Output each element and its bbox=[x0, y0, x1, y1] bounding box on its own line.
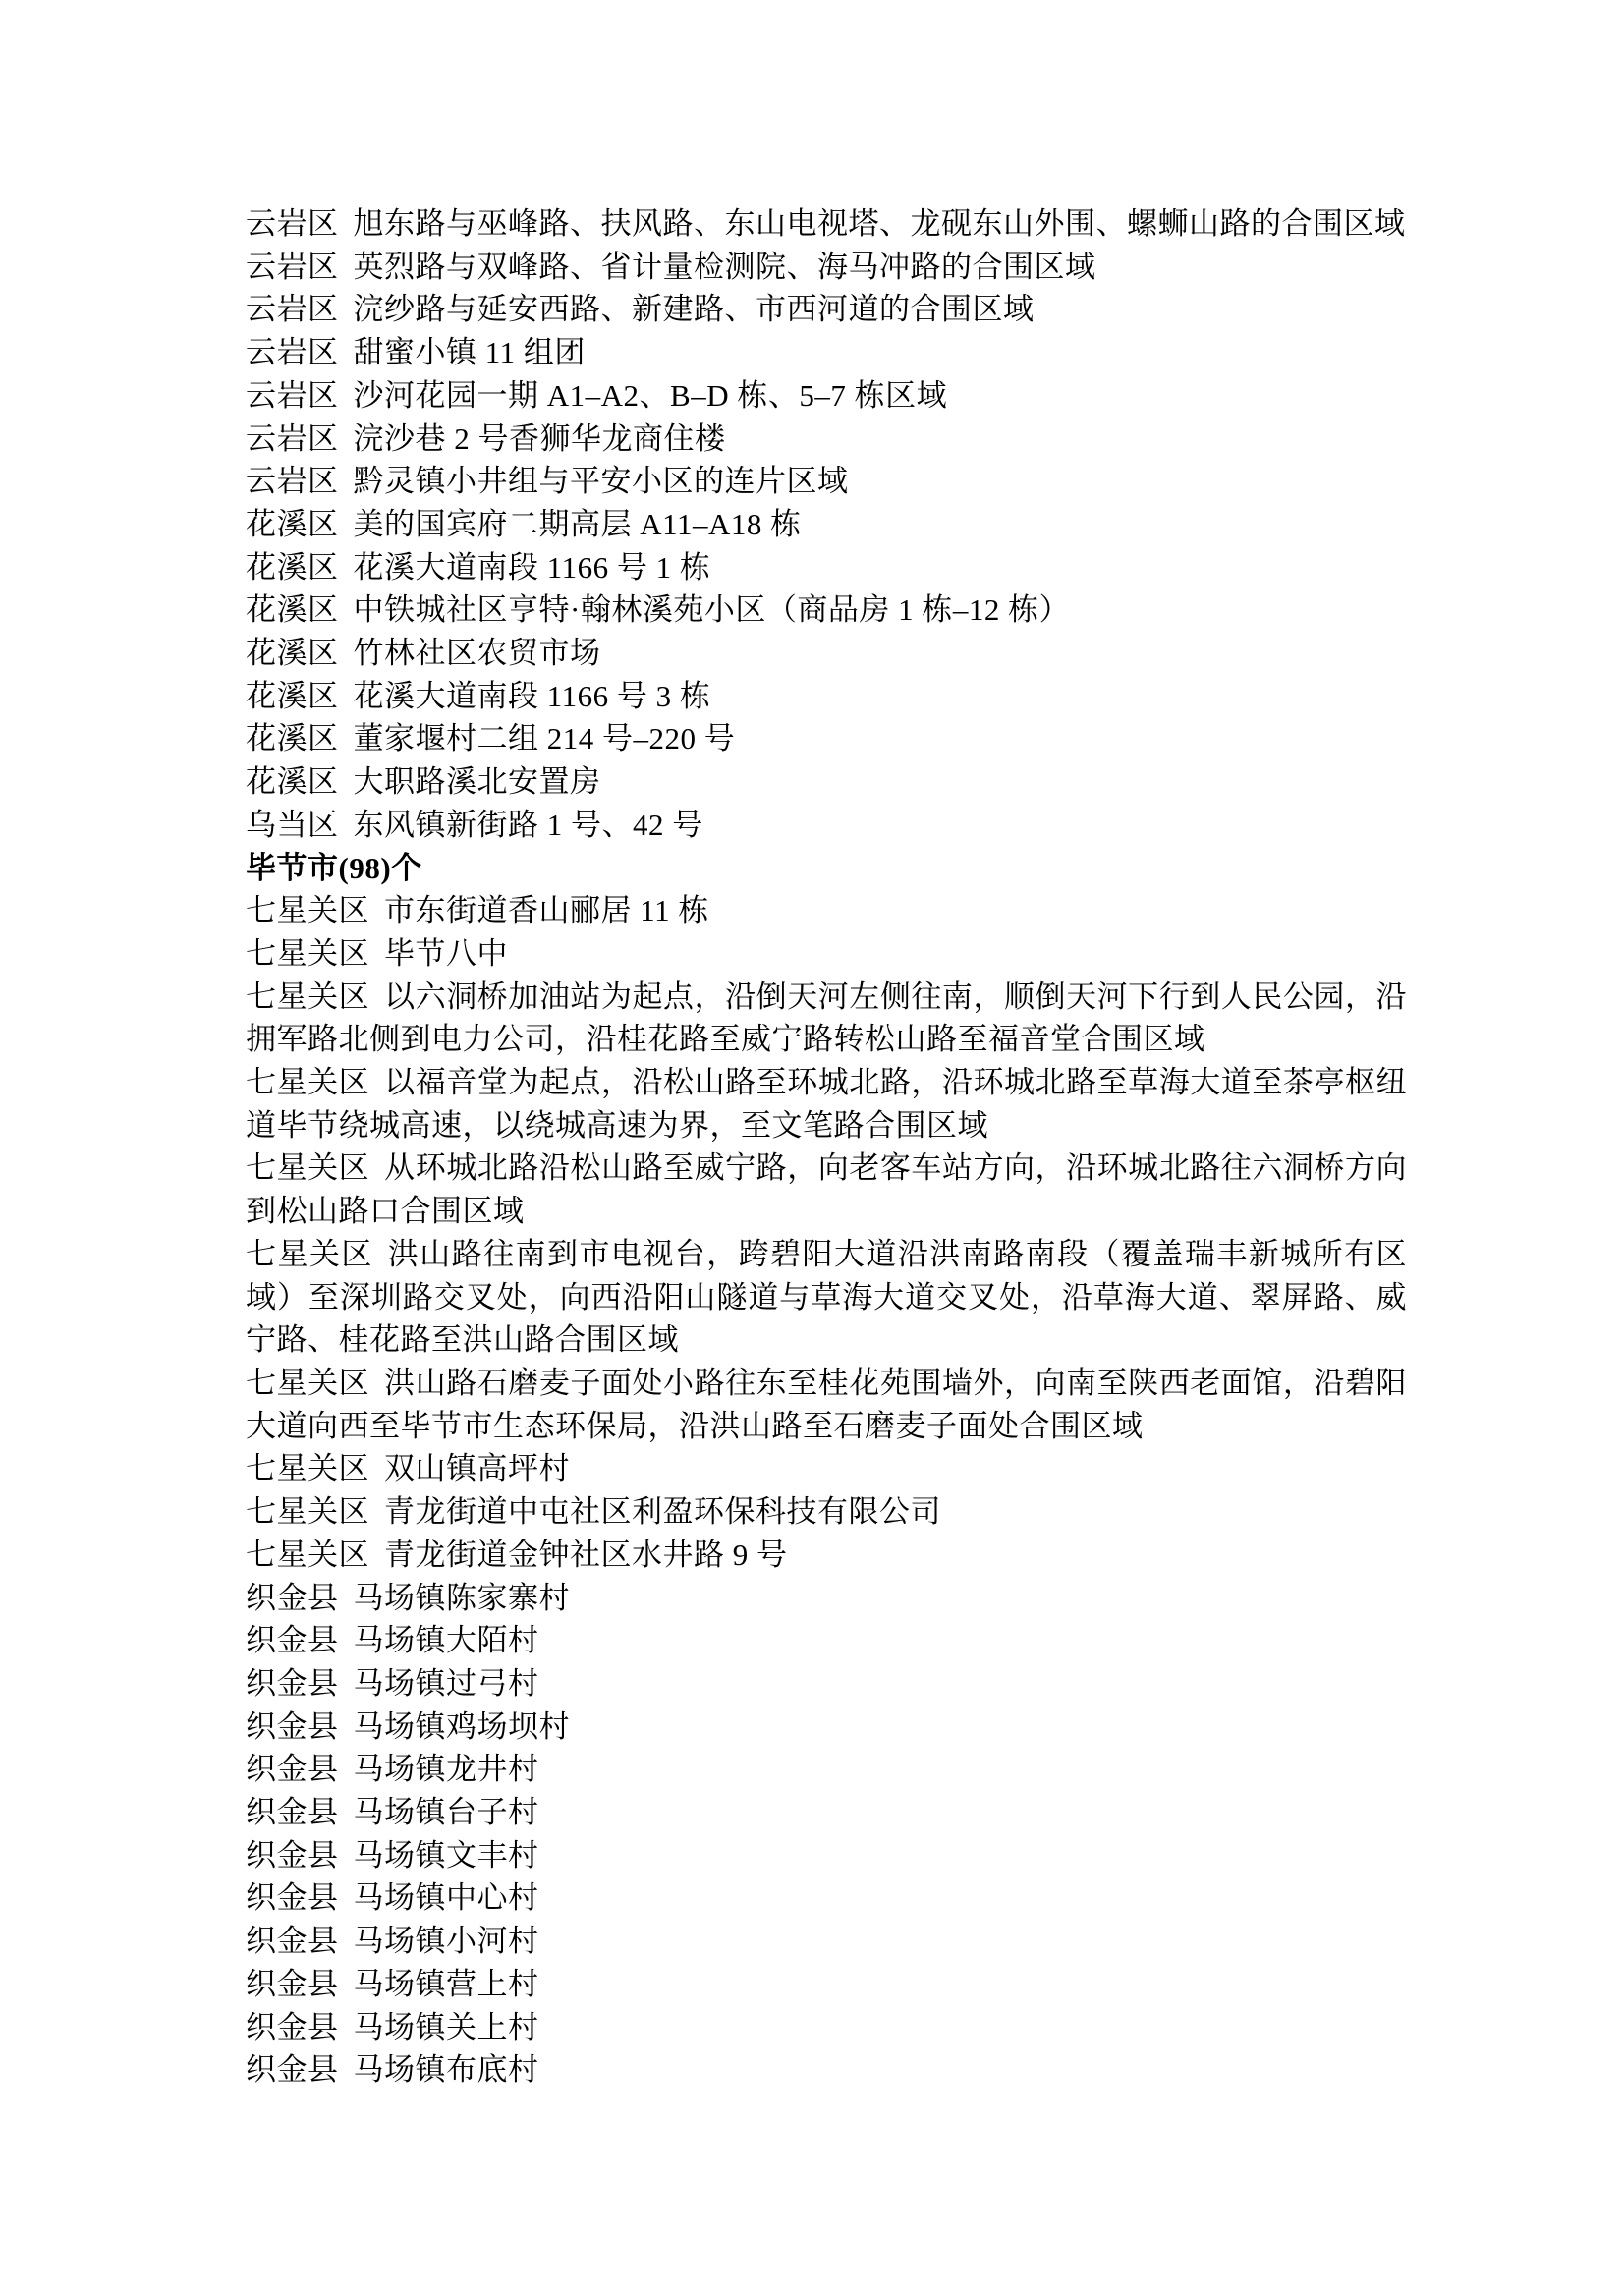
list-entry bbox=[246, 1233, 1407, 1362]
entry-text: 马场镇小河村 bbox=[353, 1924, 539, 1959]
list-entry bbox=[246, 1147, 1407, 1232]
district-label: 织金县 bbox=[246, 1623, 339, 1658]
list-entry bbox=[246, 2006, 1407, 2049]
list-entry bbox=[246, 1920, 1407, 1963]
district-label: 织金县 bbox=[246, 1752, 339, 1787]
district-label: 织金县 bbox=[246, 1665, 339, 1701]
entry-text: 以六洞桥加油站为起点，沿倒天河左侧往南，顺倒天河下行到人民公园，沿拥军路北侧到电力公司，沿桂花路至威宁路转松山路至福音堂合围区域 bbox=[246, 979, 1408, 1057]
list-entry bbox=[246, 1447, 1407, 1490]
district-label: 织金县 bbox=[246, 1580, 339, 1615]
district-label: 七星关区 bbox=[246, 935, 369, 971]
district-label: 七星关区 bbox=[246, 1236, 373, 1271]
entry-text: 浣纱路与延安西路、新建路、市西河道的合围区域 bbox=[353, 292, 1035, 327]
list-entry bbox=[246, 1748, 1407, 1791]
entry-text: 洪山路往南到市电视台，跨碧阳大道沿洪南路南段（覆盖瑞丰新城所有区域）至深圳路交叉处，向西沿阳山隧道与草海大道交叉处，沿草海大道、翠屏路、威宁路、桂花路至洪山路合围区域 bbox=[246, 1236, 1408, 1358]
district-label: 花溪区 bbox=[246, 678, 339, 713]
district-label: 云岩区 bbox=[246, 206, 339, 241]
district-label: 七星关区 bbox=[246, 1537, 369, 1572]
district-label: 花溪区 bbox=[246, 549, 339, 585]
list-entry bbox=[246, 202, 1407, 246]
entry-text: 马场镇鸡场坝村 bbox=[353, 1708, 570, 1744]
entry-text: 马场镇营上村 bbox=[353, 1966, 539, 2001]
entry-text: 马场镇关上村 bbox=[353, 2009, 539, 2044]
entry-text: 竹林社区农贸市场 bbox=[353, 636, 601, 671]
entry-text: 甜蜜小镇 11 组团 bbox=[353, 335, 586, 370]
district-label: 云岩区 bbox=[246, 464, 339, 499]
entry-text: 英烈路与双峰路、省计量检测院、海马冲路的合围区域 bbox=[353, 249, 1096, 284]
list-entry bbox=[246, 1834, 1407, 1877]
entry-text: 洪山路石磨麦子面处小路往东至桂花苑围墙外，向南至陕西老面馆，沿碧阳大道向西至毕节市生态环保局，沿洪山路至石磨麦子面处合围区域 bbox=[246, 1365, 1408, 1443]
district-label: 花溪区 bbox=[246, 506, 339, 541]
list-entry bbox=[246, 331, 1407, 374]
list-entry bbox=[246, 1061, 1407, 1147]
list-entry bbox=[246, 246, 1407, 289]
entry-text: 旭东路与巫峰路、扶风路、东山电视塔、龙砚东山外围、螺蛳山路的合围区域 bbox=[353, 206, 1406, 241]
district-label: 云岩区 bbox=[246, 292, 339, 327]
entry-text: 大职路溪北安置房 bbox=[353, 764, 601, 800]
entry-text: 马场镇布底村 bbox=[353, 2052, 539, 2088]
entry-text: 市东街道香山郦居 11 栋 bbox=[384, 893, 709, 928]
list-entry bbox=[246, 1490, 1407, 1534]
list-entry bbox=[246, 675, 1407, 718]
entry-text: 美的国宾府二期高层 A11–A18 栋 bbox=[353, 506, 802, 541]
entry-text: 马场镇台子村 bbox=[353, 1795, 539, 1830]
district-label: 云岩区 bbox=[246, 249, 339, 284]
list-entry bbox=[246, 1619, 1407, 1662]
district-label: 云岩区 bbox=[246, 420, 339, 456]
district-label: 织金县 bbox=[246, 2009, 339, 2044]
entry-text: 毕节八中 bbox=[384, 935, 508, 971]
entry-text: 花溪大道南段 1166 号 3 栋 bbox=[353, 678, 711, 713]
entry-text: 从环城北路沿松山路至威宁路，向老客车站方向，沿环城北路往六洞桥方向到松山路口合围区域 bbox=[246, 1150, 1408, 1229]
entry-text: 马场镇龙井村 bbox=[353, 1752, 539, 1787]
entry-text: 中铁城社区亨特·翰林溪苑小区（商品房 1 栋–12 栋） bbox=[353, 592, 1071, 628]
district-label: 织金县 bbox=[246, 1708, 339, 1744]
entry-text: 马场镇中心村 bbox=[353, 1880, 539, 1916]
document-body bbox=[246, 202, 1407, 2092]
list-entry bbox=[246, 1362, 1407, 1447]
district-label: 花溪区 bbox=[246, 764, 339, 800]
entry-text: 浣沙巷 2 号香狮华龙商住楼 bbox=[353, 420, 726, 456]
section-heading: 毕节市(98)个 bbox=[246, 850, 422, 885]
entry-text: 双山镇高坪村 bbox=[384, 1451, 570, 1486]
list-entry bbox=[246, 717, 1407, 760]
list-entry bbox=[246, 932, 1407, 976]
list-entry bbox=[246, 1706, 1407, 1749]
list-entry bbox=[246, 1577, 1407, 1620]
district-label: 云岩区 bbox=[246, 335, 339, 370]
district-label: 织金县 bbox=[246, 1795, 339, 1830]
list-entry bbox=[246, 374, 1407, 418]
entry-text: 马场镇大陌村 bbox=[353, 1623, 539, 1658]
district-label: 云岩区 bbox=[246, 377, 339, 413]
list-entry bbox=[246, 1662, 1407, 1706]
district-label: 织金县 bbox=[246, 2052, 339, 2088]
list-entry bbox=[246, 804, 1407, 847]
entry-text: 东风镇新街路 1 号、42 号 bbox=[353, 807, 703, 842]
list-entry bbox=[246, 546, 1407, 589]
list-entry bbox=[246, 588, 1407, 632]
list-entry bbox=[246, 632, 1407, 675]
entry-text: 马场镇文丰村 bbox=[353, 1837, 539, 1873]
entry-text: 青龙街道中屯社区利盈环保科技有限公司 bbox=[384, 1494, 941, 1530]
district-label: 七星关区 bbox=[246, 893, 369, 928]
entry-text: 沙河花园一期 A1–A2、B–D 栋、5–7 栋区域 bbox=[353, 377, 948, 413]
district-label: 织金县 bbox=[246, 1880, 339, 1916]
list-entry bbox=[246, 1876, 1407, 1920]
list-entry bbox=[246, 2048, 1407, 2092]
list-entry bbox=[246, 460, 1407, 503]
entry-text: 花溪大道南段 1166 号 1 栋 bbox=[353, 549, 711, 585]
district-label: 七星关区 bbox=[246, 1494, 369, 1530]
district-label: 花溪区 bbox=[246, 636, 339, 671]
entry-text: 马场镇陈家寨村 bbox=[353, 1580, 570, 1615]
district-label: 花溪区 bbox=[246, 592, 339, 628]
district-label: 织金县 bbox=[246, 1924, 339, 1959]
district-label: 乌当区 bbox=[246, 807, 339, 842]
list-entry bbox=[246, 503, 1407, 546]
district-label: 花溪区 bbox=[246, 721, 339, 756]
entry-text: 董家堰村二组 214 号–220 号 bbox=[353, 721, 736, 756]
list-entry bbox=[246, 760, 1407, 804]
list-entry bbox=[246, 889, 1407, 932]
list-entry bbox=[246, 1791, 1407, 1834]
section-heading-row bbox=[246, 847, 1407, 890]
entry-text: 以福音堂为起点，沿松山路至环城北路，沿环城北路至草海大道至茶亭枢纽道毕节绕城高速，以绕城高速为界，至文笔路合围区域 bbox=[246, 1065, 1408, 1143]
entry-text: 马场镇过弓村 bbox=[353, 1665, 539, 1701]
district-label: 织金县 bbox=[246, 1966, 339, 2001]
list-entry bbox=[246, 976, 1407, 1061]
district-label: 七星关区 bbox=[246, 1065, 370, 1100]
district-label: 织金县 bbox=[246, 1837, 339, 1873]
district-label: 七星关区 bbox=[246, 1150, 370, 1186]
list-entry bbox=[246, 1963, 1407, 2006]
district-label: 七星关区 bbox=[246, 1365, 370, 1400]
entry-text: 青龙街道金钟社区水井路 9 号 bbox=[384, 1537, 788, 1572]
list-entry bbox=[246, 288, 1407, 331]
list-entry bbox=[246, 1534, 1407, 1577]
district-label: 七星关区 bbox=[246, 979, 370, 1014]
list-entry bbox=[246, 418, 1407, 461]
entry-text: 黔灵镇小井组与平安小区的连片区域 bbox=[353, 464, 849, 499]
district-label: 七星关区 bbox=[246, 1451, 369, 1486]
